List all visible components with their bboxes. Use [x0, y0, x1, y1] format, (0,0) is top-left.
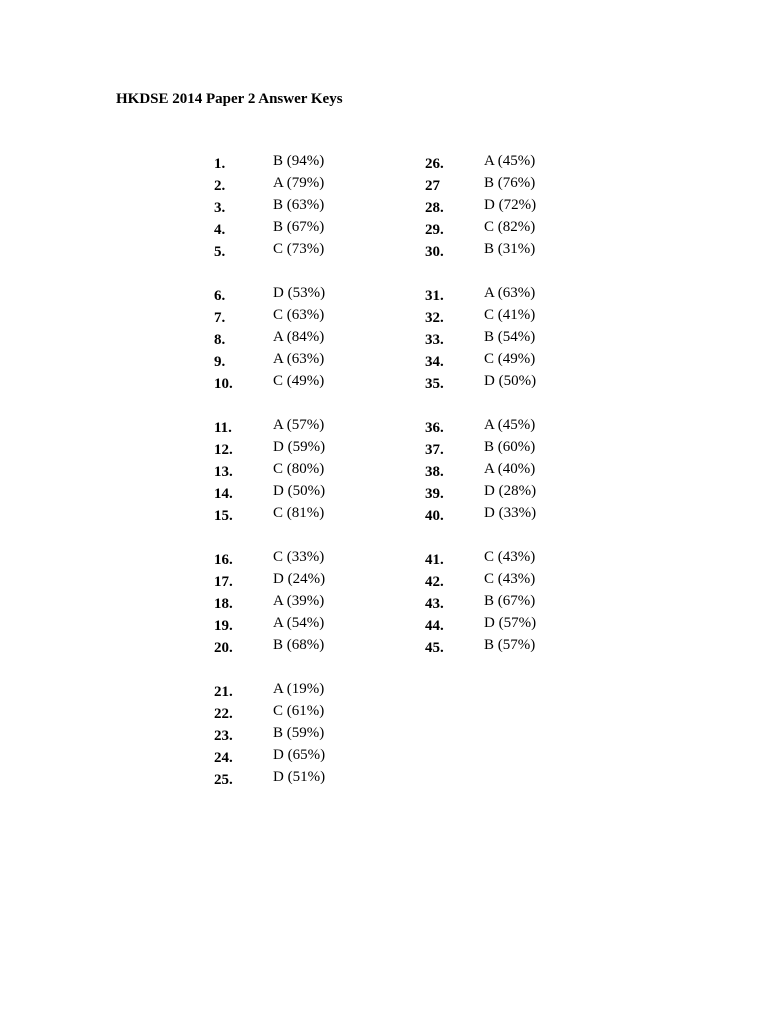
page-title: HKDSE 2014 Paper 2 Answer Keys	[116, 91, 343, 107]
answer-key: D (50%)	[484, 373, 537, 389]
answer-key: A (40%)	[484, 461, 536, 477]
answer-key: A (54%)	[273, 615, 325, 631]
question-number: 35.	[425, 376, 444, 392]
answer-key: C (61%)	[273, 703, 325, 719]
answer-key: C (41%)	[484, 307, 536, 323]
question-number: 45.	[425, 640, 444, 656]
question-number: 2.	[214, 178, 226, 194]
question-number: 1.	[214, 156, 226, 172]
answer-key: D (59%)	[273, 439, 326, 455]
answer-key: C (80%)	[273, 461, 325, 477]
answer-key: A (57%)	[273, 417, 325, 433]
question-number: 40.	[425, 508, 444, 524]
question-number: 24.	[214, 750, 233, 766]
answer-key: A (19%)	[273, 681, 325, 697]
question-number: 4.	[214, 222, 226, 238]
answer-key: B (54%)	[484, 329, 536, 345]
answer-key: A (45%)	[484, 153, 536, 169]
answer-key: C (43%)	[484, 549, 536, 565]
answer-key: D (57%)	[484, 615, 537, 631]
answer-key: C (43%)	[484, 571, 536, 587]
question-number: 33.	[425, 332, 444, 348]
question-number: 20.	[214, 640, 233, 656]
question-number: 18.	[214, 596, 233, 612]
answer-key: D (72%)	[484, 197, 537, 213]
answer-key: B (76%)	[484, 175, 536, 191]
question-number: 15.	[214, 508, 233, 524]
question-number: 26.	[425, 156, 444, 172]
question-number: 14.	[214, 486, 233, 502]
answer-key: C (82%)	[484, 219, 536, 235]
answer-key: D (65%)	[273, 747, 326, 763]
answer-key: C (63%)	[273, 307, 325, 323]
answer-key: C (81%)	[273, 505, 325, 521]
answer-key: D (50%)	[273, 483, 326, 499]
question-number: 6.	[214, 288, 226, 304]
question-number: 8.	[214, 332, 226, 348]
question-number: 19.	[214, 618, 233, 634]
answer-key: B (31%)	[484, 241, 536, 257]
answer-key: B (63%)	[273, 197, 325, 213]
answer-key: B (67%)	[273, 219, 325, 235]
question-number: 37.	[425, 442, 444, 458]
question-number: 3.	[214, 200, 226, 216]
answer-key: B (67%)	[484, 593, 536, 609]
answer-key: B (57%)	[484, 637, 536, 653]
answer-key: A (45%)	[484, 417, 536, 433]
question-number: 25.	[214, 772, 233, 788]
question-number: 28.	[425, 200, 444, 216]
question-number: 10.	[214, 376, 233, 392]
answer-key: D (53%)	[273, 285, 326, 301]
answer-key: D (33%)	[484, 505, 537, 521]
question-number: 9.	[214, 354, 226, 370]
answer-key: B (68%)	[273, 637, 325, 653]
question-number: 44.	[425, 618, 444, 634]
answer-key: B (59%)	[273, 725, 325, 741]
question-number: 7.	[214, 310, 226, 326]
question-number: 32.	[425, 310, 444, 326]
answer-key: A (84%)	[273, 329, 325, 345]
answer-key: A (63%)	[273, 351, 325, 367]
answer-key: C (49%)	[273, 373, 325, 389]
question-number: 41.	[425, 552, 444, 568]
question-number: 5.	[214, 244, 226, 260]
question-number: 31.	[425, 288, 444, 304]
answer-key: A (79%)	[273, 175, 325, 191]
answer-key: C (73%)	[273, 241, 325, 257]
question-number: 36.	[425, 420, 444, 436]
question-number: 34.	[425, 354, 444, 370]
answer-key: A (63%)	[484, 285, 536, 301]
question-number: 17.	[214, 574, 233, 590]
answer-key: B (94%)	[273, 153, 325, 169]
question-number: 13.	[214, 464, 233, 480]
question-number: 11.	[214, 420, 232, 436]
question-number: 42.	[425, 574, 444, 590]
question-number: 30.	[425, 244, 444, 260]
question-number: 38.	[425, 464, 444, 480]
answer-key: D (51%)	[273, 769, 326, 785]
question-number: 43.	[425, 596, 444, 612]
answer-key: A (39%)	[273, 593, 325, 609]
answer-key: D (28%)	[484, 483, 537, 499]
question-number: 29.	[425, 222, 444, 238]
question-number: 23.	[214, 728, 233, 744]
question-number: 21.	[214, 684, 233, 700]
answer-key: D (24%)	[273, 571, 326, 587]
answer-key: C (49%)	[484, 351, 536, 367]
answer-key: C (33%)	[273, 549, 325, 565]
question-number: 39.	[425, 486, 444, 502]
question-number: 16.	[214, 552, 233, 568]
question-number: 22.	[214, 706, 233, 722]
question-number: 27	[425, 178, 440, 194]
answer-key: B (60%)	[484, 439, 536, 455]
question-number: 12.	[214, 442, 233, 458]
